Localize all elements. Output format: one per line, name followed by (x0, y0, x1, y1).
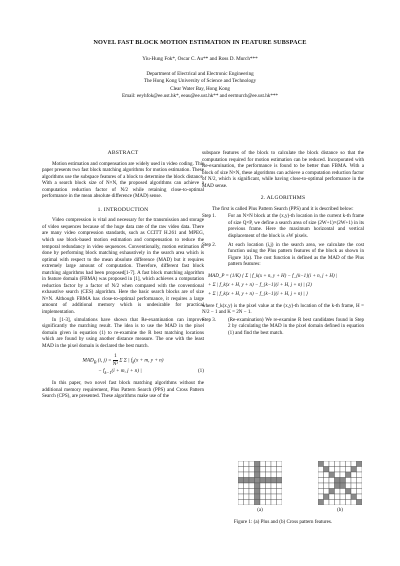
pattern-cell (277, 478, 283, 484)
pattern-cell (357, 500, 363, 506)
pattern-cell (249, 500, 255, 506)
pattern-cell (271, 483, 277, 489)
pattern-cell (346, 494, 352, 500)
pattern-cell (335, 467, 341, 473)
pattern-cell (329, 500, 335, 506)
affiliation-line: The Hong Kong University of Science and Technology (143, 78, 257, 85)
eq1-number: (1) (197, 368, 204, 375)
pattern-cell (335, 472, 341, 478)
eq1-sub: B (93, 360, 97, 366)
pattern-cell (340, 489, 346, 495)
eq1-denominator: N² (112, 361, 119, 368)
pattern-cell (244, 494, 250, 500)
pattern-cell (249, 461, 255, 467)
pattern-cell (335, 483, 341, 489)
pattern-cell (266, 478, 272, 484)
eq1-body-1: Σ Σ | f (119, 358, 133, 364)
pattern-cell (244, 489, 250, 495)
pattern-cell (266, 472, 272, 478)
intro-paragraph-2: In [1-3], simulations have shown that Re-examination can improve significantly the matching result. The idea is to use the MAD in the pixel domain given in equation (1) to re-examine the R best matching locations which are found by using another distance measure. The one with the least MAD in the pixel domain is declared the best match. (42, 316, 204, 349)
pattern-cell (351, 483, 357, 489)
figure-b-label: (b) (337, 508, 343, 513)
pattern-cell (271, 494, 277, 500)
pattern-cell (351, 500, 357, 506)
pattern-cell (249, 489, 255, 495)
pattern-cell (277, 472, 283, 478)
pattern-cell (255, 467, 261, 473)
pattern-cell (357, 467, 363, 473)
pattern-cell (351, 461, 357, 467)
pattern-cell (271, 472, 277, 478)
eq1-args: (i, j) = (97, 358, 112, 364)
pattern-cell (266, 489, 272, 495)
pattern-cell (271, 478, 277, 484)
pattern-cell (238, 494, 244, 500)
pattern-cell (260, 489, 266, 495)
pattern-cell (329, 478, 335, 484)
pattern-cell (324, 500, 330, 506)
pattern-cell (244, 500, 250, 506)
pattern-cell (340, 500, 346, 506)
pattern-cell (244, 483, 250, 489)
pattern-cell (324, 483, 330, 489)
pattern-cell (357, 461, 363, 467)
pattern-cell (324, 461, 330, 467)
pattern-cell (346, 483, 352, 489)
pattern-cell (351, 472, 357, 478)
intro-heading: 1. INTRODUCTION (97, 206, 149, 213)
pattern-cell (271, 489, 277, 495)
pattern-cell (244, 467, 250, 473)
pattern-cell (357, 472, 363, 478)
pattern-cell (255, 500, 261, 506)
pattern-cell (351, 489, 357, 495)
pattern-cell (266, 494, 272, 500)
pattern-cell (329, 494, 335, 500)
pattern-cell (244, 461, 250, 467)
pattern-cell (340, 494, 346, 500)
pattern-cell (238, 467, 244, 473)
pattern-cell (329, 489, 335, 495)
eq2-line-3: + Σ | f_k(x + H, y + n) − f_{k−1}(i + H, j + n) | } (208, 291, 308, 297)
abstract-heading: ABSTRACT (107, 150, 139, 156)
pattern-cell (346, 461, 352, 467)
pattern-cell (238, 489, 244, 495)
eq1-lhs: MAD (82, 358, 94, 364)
pattern-cell (266, 461, 272, 467)
pattern-cell (340, 472, 346, 478)
equation-1: $MAD_B$ (i, j) = $\frac{1}{\text{N²}}$ Σ Σ | $f_k(x + m$, y + n) − $f_{k-1}(i + m$, j + n) | (1) (82, 353, 204, 376)
equation-2 (202, 272, 364, 299)
pattern-cell (324, 467, 330, 473)
pattern-cell (260, 478, 266, 484)
pattern-cell (318, 467, 324, 473)
pattern-cell (324, 472, 330, 478)
pattern-cell (249, 478, 255, 484)
pattern-cell (318, 500, 324, 506)
pattern-cell (277, 483, 283, 489)
pattern-cell (260, 472, 266, 478)
eq1-body-2b: (i + m, j + n) | (111, 368, 142, 375)
pattern-cell (346, 478, 352, 484)
pattern-cell (340, 461, 346, 467)
pattern-cell (335, 478, 341, 484)
pattern-cell (318, 478, 324, 484)
pattern-cell (318, 494, 324, 500)
pattern-cell (277, 494, 283, 500)
pattern-cell (335, 500, 341, 506)
pattern-cell (318, 489, 324, 495)
intro-paragraph-3: In this paper, two novel fast block matching algorithms without the additional memory requirement, Plus Pattern Search (PPS) and Cross Pattern Search (CPS), are presented. These algorithms make use of the (42, 380, 204, 400)
pattern-cell (238, 472, 244, 478)
pattern-cell (260, 483, 266, 489)
cross-pattern-grid (318, 461, 362, 505)
pattern-cell (357, 478, 363, 484)
pattern-cell (329, 472, 335, 478)
pattern-cell (329, 483, 335, 489)
pattern-cell (238, 500, 244, 506)
pattern-cell (260, 500, 266, 506)
pattern-cell (255, 472, 261, 478)
pattern-cell (335, 489, 341, 495)
pattern-cell (351, 478, 357, 484)
pattern-cell (340, 478, 346, 484)
pattern-cell (238, 461, 244, 467)
affiliation-line: Email: eeyhfok@ee.ust.hk*, eeau@ee.ust.hk** and eermurch@ee.ust.hk*** (122, 92, 278, 99)
paper-title: NOVEL FAST BLOCK MOTION ESTIMATION IN FEATURE SUBSPACE (93, 39, 307, 46)
pattern-cell (249, 494, 255, 500)
pattern-cell (244, 478, 250, 484)
pattern-cell (266, 483, 272, 489)
figure-caption: Figure 1: (a) Plus and (b) Cross pattern features. (233, 519, 333, 525)
pattern-cell (346, 467, 352, 473)
pattern-cell (249, 467, 255, 473)
figure-a-label: (a) (257, 508, 263, 513)
affiliation-line: Department of Electrical and Electronic Engineering (146, 71, 254, 77)
pattern-cell (249, 483, 255, 489)
pattern-cell (357, 494, 363, 500)
left-column (42, 150, 204, 401)
step-2-label: Step 2. (202, 241, 217, 248)
pattern-cell (346, 489, 352, 495)
step-2-text: At each location (i,j) in the search area, we calculate the cost function using the Plus pattern features of the block as shown in Figure 1(a). The cost function is defined as the MAD of the Plus pattern features: (228, 241, 364, 268)
authors: Yiu-Hung Fok*, Oscar C. Au** and Ross D. Murch*** (142, 56, 258, 62)
eq2-line-1: MAD_P = (1/K) { Σ | f_k(x + n, y + H) − f_{k−1}(i + n, j + H) | (208, 273, 338, 279)
step-1-text: For an N×N block at the (x,y)-th location in the current k-th frame of size Q×P, we define a search area of size (2W+1)×(2W+1) in its previous frame. Here the maximum horizontal and vertical displacement of the block is ±W pixels. (228, 213, 364, 240)
step-2-after: where f_k(x,y) is the pixel value at the (x,y)-th location of the k-th frame, H = N/2 − 1 and K = 2N − 1. (202, 302, 364, 316)
pattern-cell (346, 500, 352, 506)
pattern-cell (260, 494, 266, 500)
pattern-cell (255, 494, 261, 500)
pattern-cell (238, 483, 244, 489)
step-1-label: Step 1. (202, 213, 217, 220)
pattern-cell (329, 467, 335, 473)
intro-paragraph-1: Video compression is vital and necessary for the transmission and storage of video sequences because of the huge data rate of the raw video data. There are many video compression standards, such as CCITT H.261 and MPEG, which use block-based motion estimation and compensation to reduce the temporal redundancy in video sequences. Conventionally, motion estimation is done by performing block matching exhaustively in the search area which is optimal with respect to the mean absolute difference (MAD) but it requires extremely large amount of computation. Therefore, different fast block matching algorithms had been proposed[1-7]. A fast block matching algorithm in feature domain (FBMA) was proposed in [1], which achieves a computation reduction factor by a factor of N/2 when compared with the conventional exhaustive search (CES) algorithm. Here the basic search blocks are of size N×N. Although FBMA has close-to-optimal performance, it requires a large amount of additional memory which is undesirable for practical implementation. (42, 217, 204, 316)
pattern-cell (277, 489, 283, 495)
eq1-body-2: − f (98, 368, 105, 375)
plus-pattern-grid (238, 461, 282, 505)
step-3-label: Step 3. (202, 316, 217, 323)
algorithms-intro: The first is called Plus Pattern Search (PPS) and it is described below: (212, 205, 354, 212)
pattern-cell (324, 478, 330, 484)
pattern-cell (249, 472, 255, 478)
pattern-cell (266, 467, 272, 473)
pattern-cell (324, 494, 330, 500)
pattern-cell (329, 461, 335, 467)
pattern-cell (255, 478, 261, 484)
pattern-cell (260, 467, 266, 473)
pattern-cell (255, 489, 261, 495)
pattern-cell (346, 472, 352, 478)
pattern-cell (266, 500, 272, 506)
right-column (202, 150, 364, 338)
pattern-cell (340, 467, 346, 473)
pattern-cell (277, 461, 283, 467)
pattern-cell (244, 472, 250, 478)
step-3-text: (Re-examination) We re-examine R best candidates found in Step 2 by calculating the MAD in the pixel domain defined in equation (1) and find the best match. (228, 316, 364, 336)
pattern-cell (335, 461, 341, 467)
affiliation-line: Clear Water Bay, Hong Kong (170, 85, 230, 92)
algorithms-heading: 2. ALGORITHMS (260, 195, 306, 202)
pattern-cell (238, 478, 244, 484)
eq2-line-2: + Σ | f_k(x + H, y + n) − f_{k−1}(i + H, j + n) | (2) (208, 282, 312, 288)
step-1 (202, 213, 364, 239)
pattern-cell (318, 472, 324, 478)
pattern-cell (255, 461, 261, 467)
pattern-cell (335, 494, 341, 500)
pattern-cell (324, 489, 330, 495)
pattern-cell (277, 467, 283, 473)
eq1-numerator: 1 (114, 353, 117, 360)
step-2 (202, 242, 364, 268)
eq1-body-1b: (x + m, y + n) (134, 358, 164, 364)
pattern-cell (318, 483, 324, 489)
pattern-cell (260, 461, 266, 467)
affiliation (0, 71, 400, 100)
pattern-cell (357, 489, 363, 495)
pattern-cell (271, 500, 277, 506)
pattern-cell (318, 461, 324, 467)
pattern-cell (271, 467, 277, 473)
abstract-text: Motion estimation and compensation are widely used in video coding. This paper presents two fast block matching algorithms for motion estimation. These algorithms use the subspace features of a block to determine the block distance. With a search block size of N×N, the proposed algorithms can achieve a computation reduction factor of N/2 while retaining close-to-optimal performance in the mean absolute difference (MAD) sense. (42, 160, 204, 200)
pattern-cell (271, 461, 277, 467)
pattern-cell (351, 467, 357, 473)
step-3 (202, 317, 364, 337)
pattern-cell (351, 494, 357, 500)
pattern-cell (357, 483, 363, 489)
right-paragraph-1: subspace features of the block to calculate the block distance so that the computation required for motion estimation can be reduced. Incorporated with Re-examination, the performance is found to be better than FBMA. With a block of size N×N, these algorithms can achieve a computation reduction factor of N/2, which is significant, while having close-to-optimal performance in the MAD sense. (202, 150, 364, 189)
pattern-cell (277, 500, 283, 506)
pattern-cell (340, 483, 346, 489)
pattern-cell (255, 483, 261, 489)
